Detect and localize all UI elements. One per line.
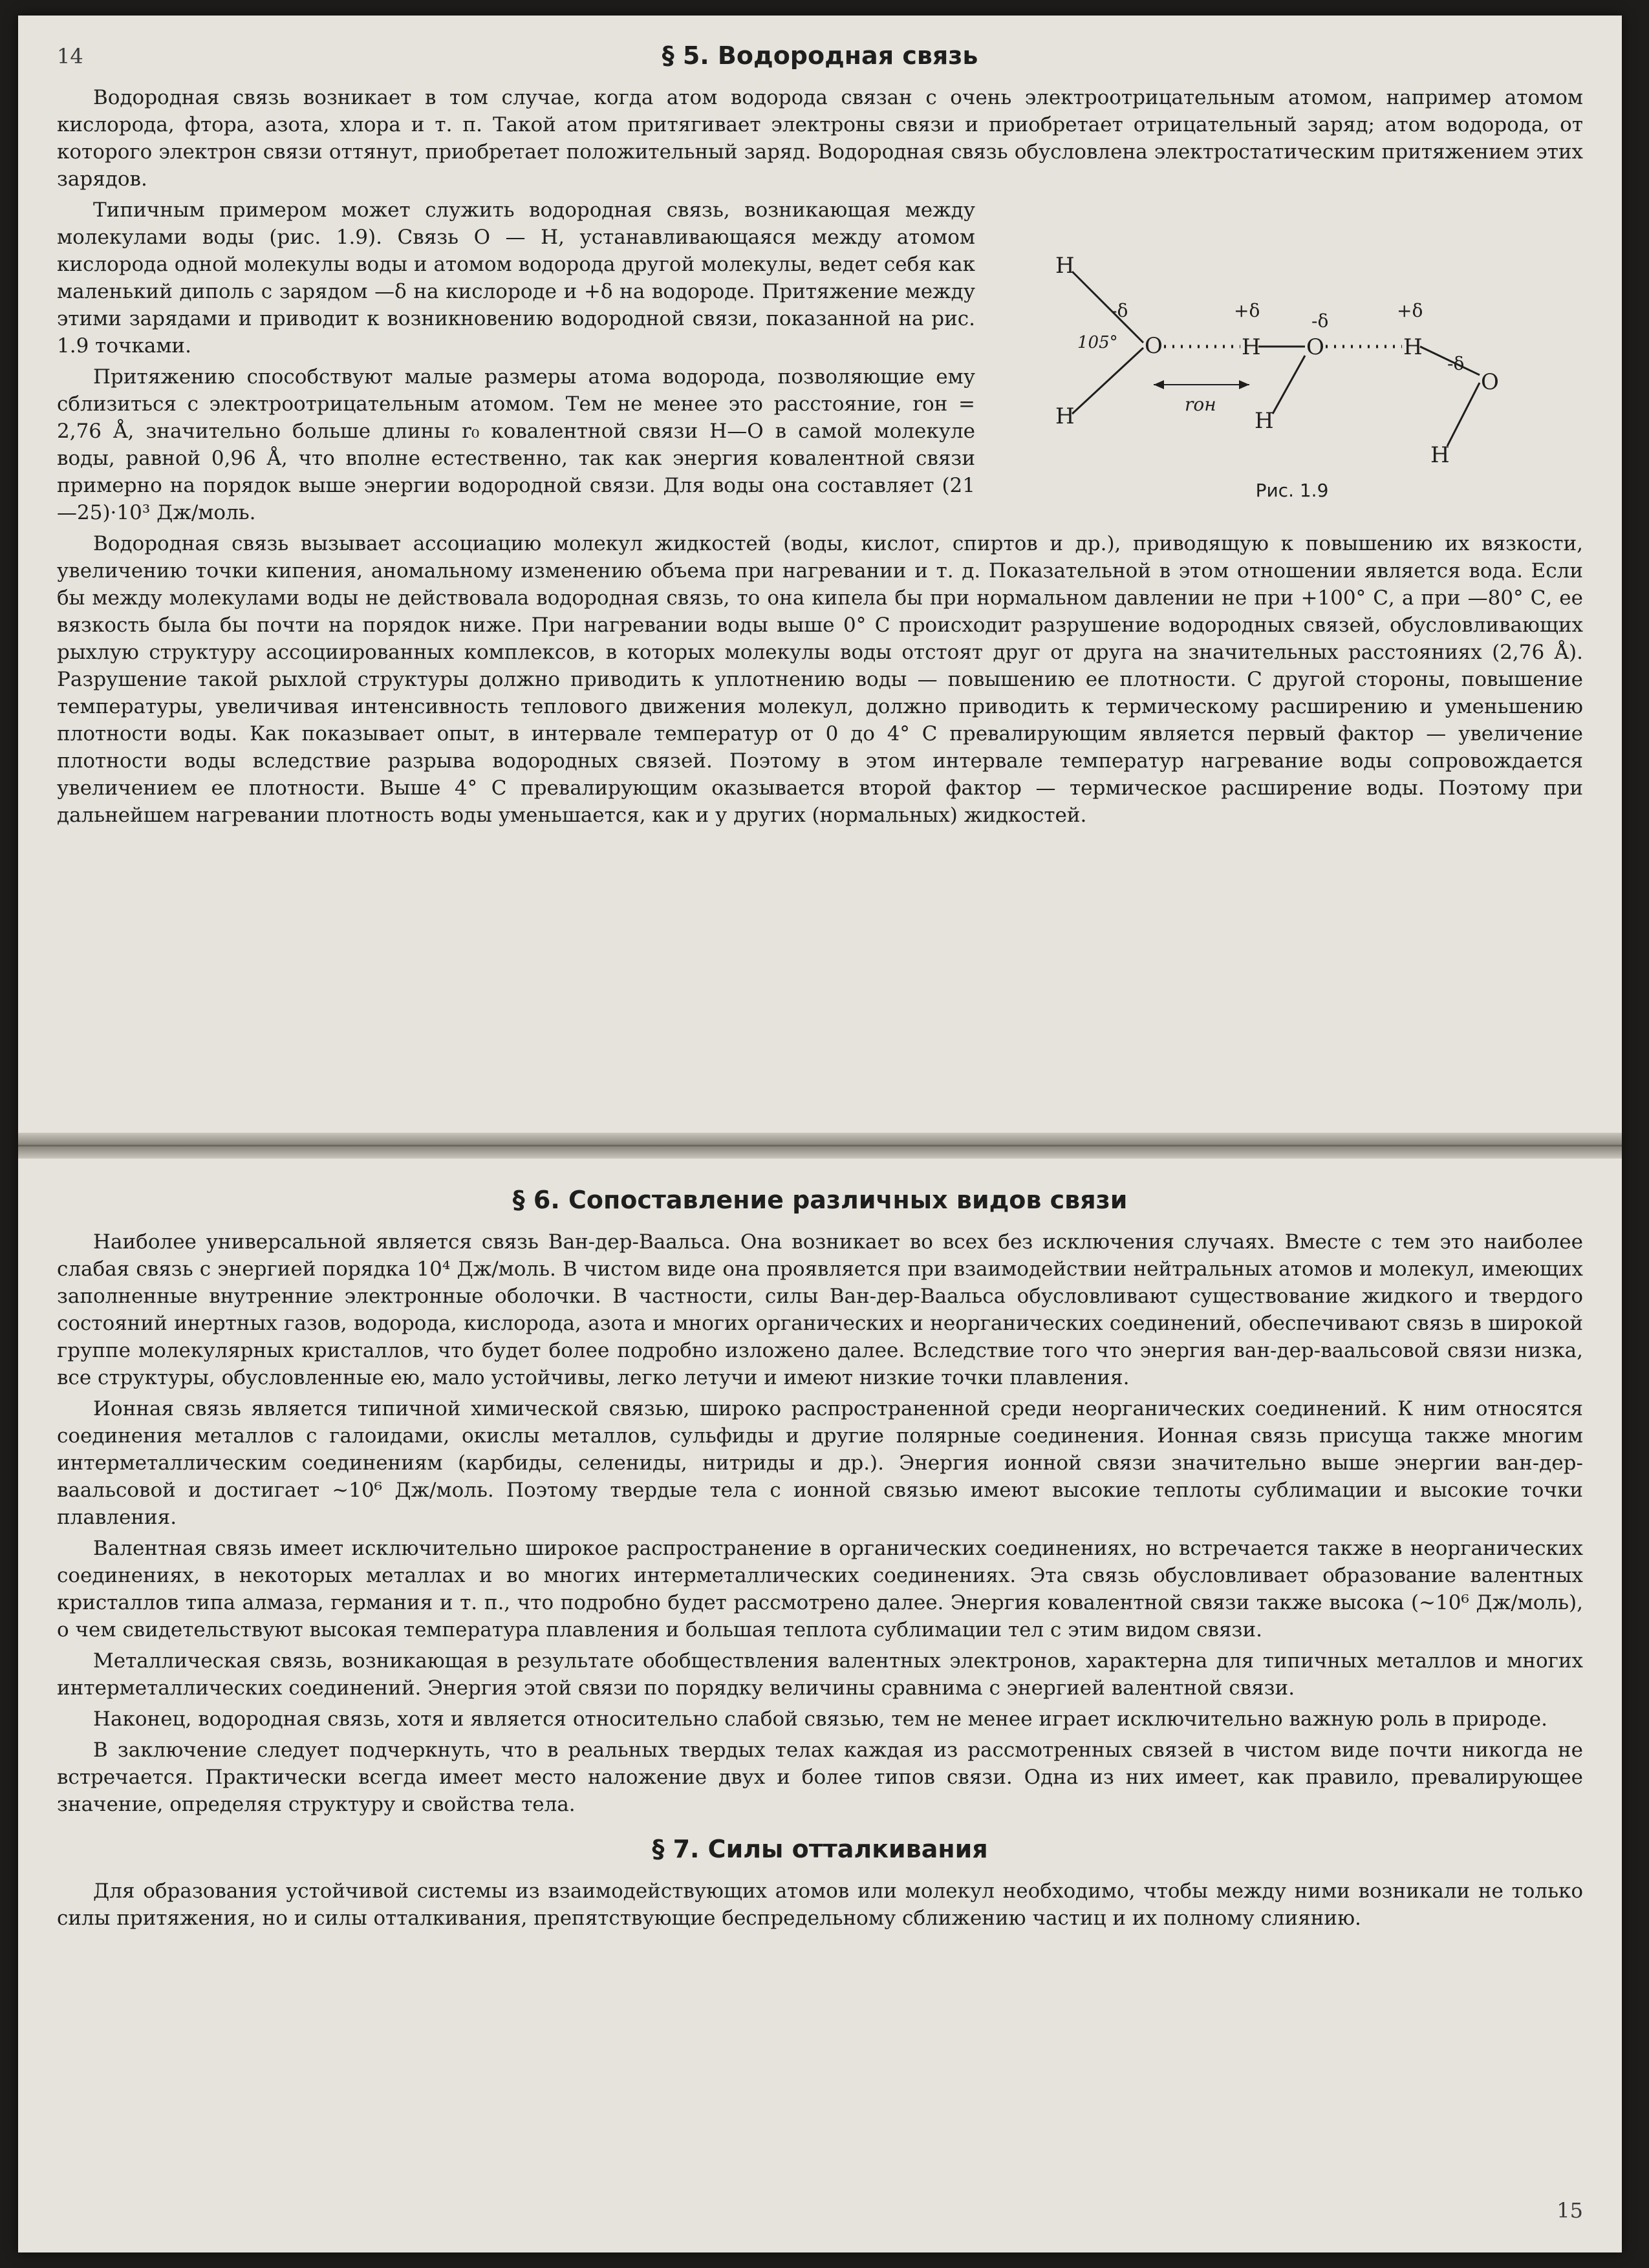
paragraph: Наиболее универсальной является связь Ван-дер-Ваальса. Она возникает во всех без исключения случаях. Вместе с тем это наиболее слабая связь с энергией порядка 10⁴ Дж/моль. В чистом виде она проявляется при взаимодействии нейтральных атомов и молекул, имеющих заполненные внутренние электронные оболочки. В частности, силы Ван-дер-Ваальса обусловливают существование жидкого и твердого состояний инертных газов, водорода, кислорода, азота и многих органических и неорганических соединений, обеспечивают связь в широкой группе молекулярных кристаллов, что будет более подробно изложено далее. Вследствие того что энергия ван-дер-ваальсовой связи низка, все структуры, обусловленные ею, мало устойчивы, легко летучи и имеют низкие точки плавления. — [57, 1230, 1583, 1389]
arrow-head — [1239, 380, 1249, 389]
hydrogen-bond-diagram — [1001, 200, 1583, 478]
paragraph: Валентная связь имеет исключительно широкое распространение в органических соединениях, но встречается также в неорганических соединениях, в некоторых металлах и во многих интерметаллических соединениях. Эта связь обусловливает образование валентных кристаллов типа алмаза, германия и т. п., что подробно будет рассмотрено далее. Энергия ковалентной связи также высока (~10⁶ Дж/моль), о чем свидетельствуют высокая температура плавления и большая теплота сублимации тел с этим видом связи. — [57, 1537, 1583, 1642]
atom-h: H — [1055, 403, 1075, 429]
charge-label: -δ — [1111, 300, 1128, 321]
atom-h: H — [1403, 334, 1423, 360]
bond-line — [1447, 383, 1480, 446]
atom-o: O — [1306, 334, 1324, 360]
page-14 — [57, 41, 1583, 1108]
charge-label: +δ — [1234, 300, 1260, 321]
figure-caption: Рис. 1.9 — [1255, 480, 1329, 501]
book-gutter — [18, 1133, 1622, 1159]
section-7-title: § 7. Силы отталкивания — [652, 1835, 988, 1863]
section-6-title: § 6. Сопоставление различных видов связи — [512, 1186, 1128, 1214]
paragraph: Ионная связь является типичной химической связью, широко распространенной среди неорганических соединений. К ним относятся соединения металлов с галоидами, окислы металлов, сульфиды и другие полярные соединения. Ионная связь присуща также многим интерметаллическим соединениям (карбиды, селениды, нитриды и др.). Энергия ионной связи значительно выше энергии ван-дер-ваальсовой и достигает ~10⁶ Дж/моль. Поэтому твердые тела с ионной связью имеют высокие теплоты сублимации и высокие точки плавления. — [57, 1397, 1583, 1529]
charge-label: -δ — [1447, 353, 1465, 374]
charge-label: -δ — [1311, 310, 1329, 332]
page-15 — [57, 1186, 1583, 2227]
arrow-head — [1154, 380, 1164, 389]
paragraph: Водородная связь вызывает ассоциацию молекул жидкостей (воды, кислот, спиртов и др.), приводящую к повышению их вязкости, увеличению точки кипения, аномальному изменению объема при нагревании и т. д. Показательной в этом отношении является вода. Если бы между молекулами воды не действовала водородная связь, то она кипела бы при нормальном давлении не при +100° С, а при —80° С, ее вязкость была бы почти на порядок ниже. При нагревании воды выше 0° С происходит разрушение водородных связей, обусловливающих рыхлую структуру ассоциированных комплексов, в которых молекулы воды отстоят друг от друга на значительных расстояниях (2,76 Å). Разрушение такой рыхлой структуры должно приводить к уплотнению воды — повышению ее плотности. С другой стороны, повышение температуры, увеличивая интенсивность теплового движения молекул, должно приводить к термическому расширению и уменьшению плотности воды. Как показывает опыт, в интервале температур от 0 до 4° С превалирующим является первый фактор — увеличение плотности воды вследствие разрыва водородных связей. Поэтому в этом интервале температур нагревание воды сопровождается увеличением ее плотности. Выше 4° С превалирующим оказывается второй фактор — термическое расширение воды. Поэтому при дальнейшем нагревании плотность воды уменьшается, как и у других (нормальных) жидкостей. — [57, 532, 1583, 827]
distance-label: rон — [1185, 394, 1216, 415]
atom-h: H — [1055, 253, 1075, 279]
charge-label: +δ — [1397, 300, 1423, 321]
paragraph: Наконец, водородная связь, хотя и является относительно слабой связью, тем не менее играет исключительно важную роль в природе. — [93, 1707, 1547, 1731]
atom-h: H — [1242, 334, 1261, 360]
angle-label: 105° — [1077, 333, 1118, 352]
bond-line — [1072, 348, 1143, 414]
bond-line — [1072, 272, 1143, 343]
paragraph: Типичным примером может служить водородная связь, возникающая между молекулами воды (рис. 1.9). Связь O — H, устанавливающаяся между атомом кислорода одной молекулы воды и атомом водорода другой молекулы, ведет себя как маленький диполь с зарядом —δ на кислороде и +δ на водороде. Притяжение между этими зарядами и приводит к возникновению водородной связи, показанной на рис. 1.9 точками. — [57, 198, 975, 358]
paragraph: Водородная связь возникает в том случае, когда атом водорода связан с очень электроотрицательным атомом, например атомом кислорода, фтора, азота, хлора и т. п. Такой атом притягивает электроны связи и приобретает отрицательный заряд; атом водорода, от которого электрон связи оттянут, приобретает положительный заряд. Водородная связь обусловлена электростатическим притяжением этих зарядов. — [57, 86, 1583, 191]
paragraph: Металлическая связь, возникающая в результате обобществления валентных электронов, характерна для типичных металлов и многих интерметаллических соединений. Энергия этой связи по порядку величины сравнима с энергией валентной связи. — [57, 1649, 1583, 1700]
paragraph: Притяжению способствуют малые размеры атома водорода, позволяющие ему сблизиться с электроотрицательным атомом. Тем не менее это расстояние, rон = 2,76 Å, значительно больше длины r₀ ковалентной связи H—O в самой молекуле воды, равной 0,96 Å, что вполне естественно, так как энергия ковалентной связи примерно на порядок выше энергии водородной связи. Для воды она составляет (21—25)·10³ Дж/моль. — [57, 365, 975, 524]
book-spread — [18, 16, 1622, 2252]
paragraph: Для образования устойчивой системы из взаимодействующих атомов или молекул необходимо, чтобы между ними возникали не только силы притяжения, но и силы отталкивания, препятствующие беспредельному сближению частиц и их полному слиянию. — [57, 1879, 1583, 1930]
atom-o: O — [1481, 369, 1499, 395]
figure-1-9 — [1001, 200, 1583, 504]
atom-h: H — [1430, 442, 1450, 468]
section-5-title: § 5. Водородная связь — [662, 41, 978, 70]
bond-line — [1273, 356, 1305, 414]
atom-o: O — [1145, 333, 1163, 359]
paragraph: В заключение следует подчеркнуть, что в реальных твердых телах каждая из рассмотренных связей в чистом виде почти никогда не встречается. Практически всегда имеет место наложение двух и более типов связи. Одна из них имеет, как правило, превалирующее значение, определяя структуру и свойства тела. — [57, 1738, 1583, 1816]
page-number: 14 — [57, 44, 83, 69]
page-number: 15 — [1557, 2198, 1583, 2223]
atom-h: H — [1255, 408, 1274, 434]
